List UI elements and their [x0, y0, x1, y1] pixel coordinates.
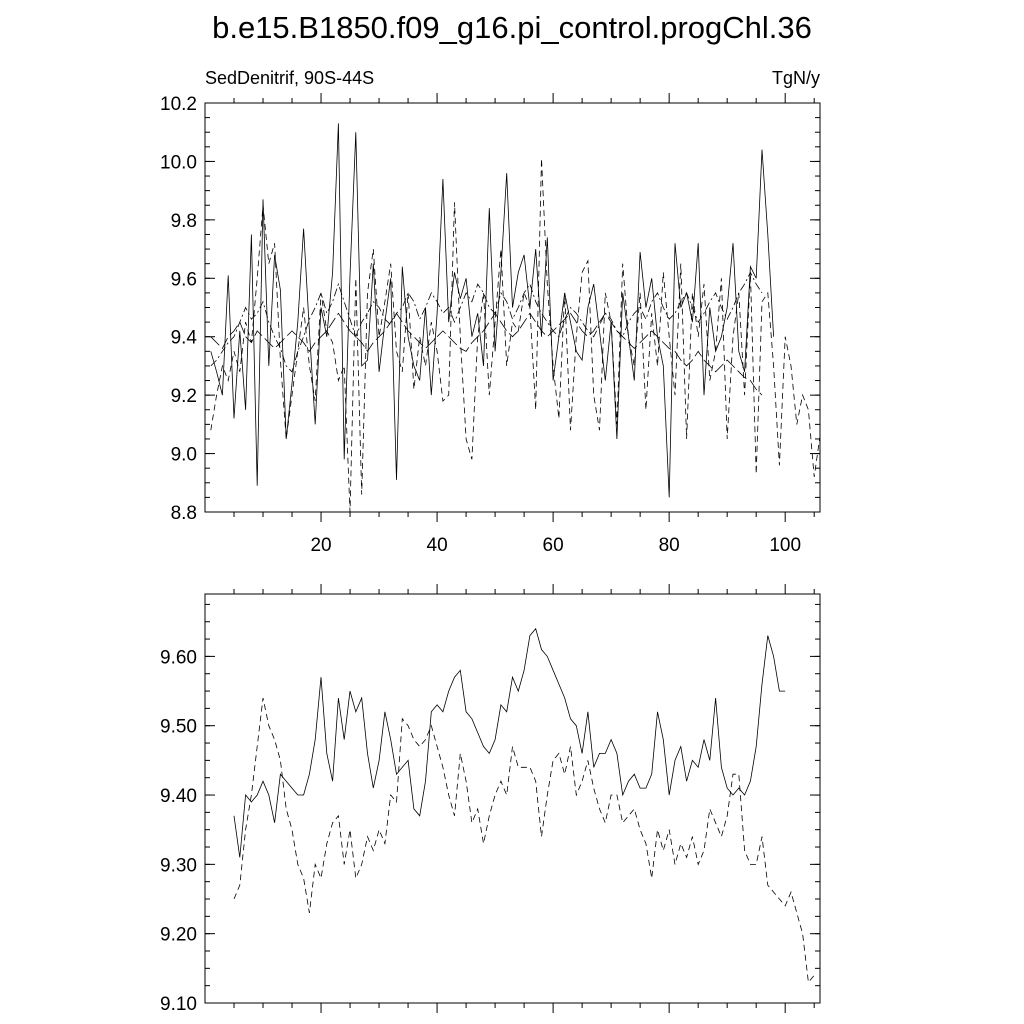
y-tick-label: 10.0 [160, 152, 197, 174]
y-tick-label: 9.50 [160, 716, 197, 738]
bottom-axis-ticks [160, 584, 820, 1015]
top-axis-ticks [160, 93, 820, 556]
series-line-solid [234, 629, 785, 858]
series-line-dashed [234, 698, 814, 982]
top-series-group [211, 123, 820, 512]
y-tick-label: 8.8 [170, 503, 197, 524]
x-tick-label: 100 [769, 535, 802, 556]
y-tick-label: 9.60 [160, 647, 197, 669]
y-tick-label: 9.2 [170, 386, 197, 408]
y-tick-label: 9.0 [170, 444, 197, 466]
chart-title: b.e15.B1850.f09_g16.pi_control.progChl.36 [212, 10, 812, 45]
y-tick-label: 9.20 [160, 924, 197, 946]
y-tick-label: 9.4 [170, 327, 197, 349]
bottom-series-group [234, 629, 814, 983]
top-panel-subtitle-left: SedDenitrif, 90S-44S [205, 68, 375, 88]
x-tick-label: 60 [542, 535, 564, 556]
bottom-panel [160, 584, 820, 1015]
x-tick-label: 80 [658, 535, 680, 556]
bottom-plot-frame [205, 594, 820, 1003]
y-tick-label: 9.40 [160, 786, 197, 808]
y-tick-label: 10.2 [160, 94, 197, 115]
top-panel-subtitle-right: TgN/y [771, 68, 820, 88]
x-tick-label: 40 [426, 535, 448, 556]
y-tick-label: 9.8 [170, 210, 197, 232]
y-tick-label: 9.30 [160, 855, 197, 877]
x-tick-label: 20 [310, 535, 332, 556]
series-line-dashed [211, 159, 820, 513]
top-panel [160, 68, 820, 556]
y-tick-label: 9.10 [160, 994, 197, 1015]
y-tick-label: 9.6 [170, 269, 197, 291]
